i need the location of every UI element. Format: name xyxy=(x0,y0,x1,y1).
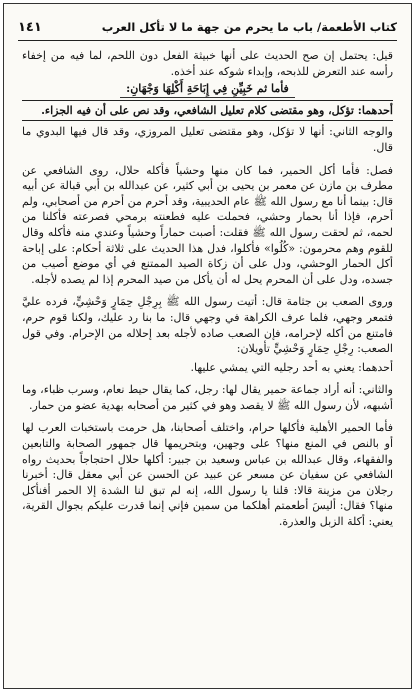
running-title: كتاب الأطعمة/ باب ما يحرم من جهة ما لا تأكل العرب xyxy=(101,20,397,34)
paragraph-interpretation-one: أحدهما: يعني به أحد رجليه التي يمشي عليها. xyxy=(190,360,393,374)
paragraph-hedgehog-note: قيل: يحتمل إن صح الحديث على أنها خبيثة الفعل دون اللحم، لما فيه من إخفاء رأسه عند التعرض للذبحه، وإبداء شوكه عند أخذه. xyxy=(22,49,393,78)
page-number: ١٤١ xyxy=(18,19,42,35)
paragraph-section-donkeys: فصل: فأما أكل الحمير، فما كان منها وحشياً فأكله حلال، روى الشافعي عن مطرف بن مازن عن معمر بن يحيى بن أبي كثير، عن عبدالله بن أبي قبالة عن أبيه قال: بينما أنا مع رسول الله ﷺ عام الحديبية، وقد أحرم من أحرم من أصحابي، ولم أحرم، فإذا أنا بحمار وحشي، فحملت عليه فطعنته برمحي فصرعته فأكلنا من لحمه، ثم لحقت رسول الله ﷺ فقلت: أصبت حماراً وحشياً وعندي منه فأكله وقال للقوم وهم محرمون: «كُلُوا» فأكلوا، فدل هذا الحديث على ثلاثة أحكام: على إباحة أكل الحمار الوحشي، ودل على أن زكاة الصيد الممتنع في أي موضع أصيب من جسده، ودل على أن المحرم يحل له أن يأكل من صيد المحرم إذا لم يصده لأجله. xyxy=(22,163,393,286)
page-body xyxy=(22,48,393,680)
verse-text: فأما ثم خَبِيِّنِ فِي إِبَاحَةِ أَكْلِهَا وَجْهَانِ: xyxy=(120,81,295,98)
book-page xyxy=(3,3,412,689)
paragraph-first-view: أحدهما: تؤكل، وهو مقتضى كلام تعليل الشافعي، وقد نص على أن فيه الجزاء. xyxy=(22,100,393,122)
paragraph-second-view: والوجه الثاني: أنها لا تؤكل، وهو مقتضى تعليل المروزي، وقد قال فيها البدوي ما قال. xyxy=(22,125,393,154)
page-header xyxy=(18,14,397,41)
paragraph-interpretation-two: والثاني: أنه أراد جماعة حمير يقال لها: رجل، كما يقال حيط نعام، وسرب ظباء، وما أشبهه، لأن رسول الله ﷺ لا يقصد وهو في كثير من أصحابه بهدية عضو من حمار. xyxy=(22,383,393,412)
verse-line xyxy=(22,81,393,98)
paragraph-saab-narration: وروى الصعب بن جثامة قال: أتيت رسول الله ﷺ بِرِجْلِ حِمَارٍ وَحْشِيٍّ، فرده عليَّ فتمعر وجهي، فلما عرف الكراهة في وجهي قال: ما بنا رد عليك، ولكنا قوم حرم، فامتنع من أكله لإحرامه، فإن الصعب صاده لأجله بعد إحلاله من الإحرام. وفي قول الصعب: رِجْلِ حِمَارٍ وَحْشِيٍّ تأويلان: xyxy=(22,295,393,356)
paragraph-domestic-donkeys: فأما الحمير الأهلية فأكلها حرام، واختلف أصحابنا، هل حرمت باستخبات العرب لها أو بالنص في المنع منها؟ على وجهين، وبتحريمها قال جمهور الصحابة والتابعين والفقهاء، وقال عبدالله بن عباس وسعيد بن جبير: أكلها حلال احتجاجاً بحديث رواه الشافعي عن سفيان عن مسعر عن عبيد عن الحسن عن أبي معقل قال: أخبرنا رجلان من مزينة قالا: قلنا يا رسول الله، إنه لم تبق لنا الشدة إلا الحمر أفنأكل منها؟ فقال: أليسَ أطعمتم أهلكما من سمين فإني إنما قدرت عليكم بجوال القرية، يعني: أكلة الزبل والعذرة. xyxy=(22,421,393,529)
